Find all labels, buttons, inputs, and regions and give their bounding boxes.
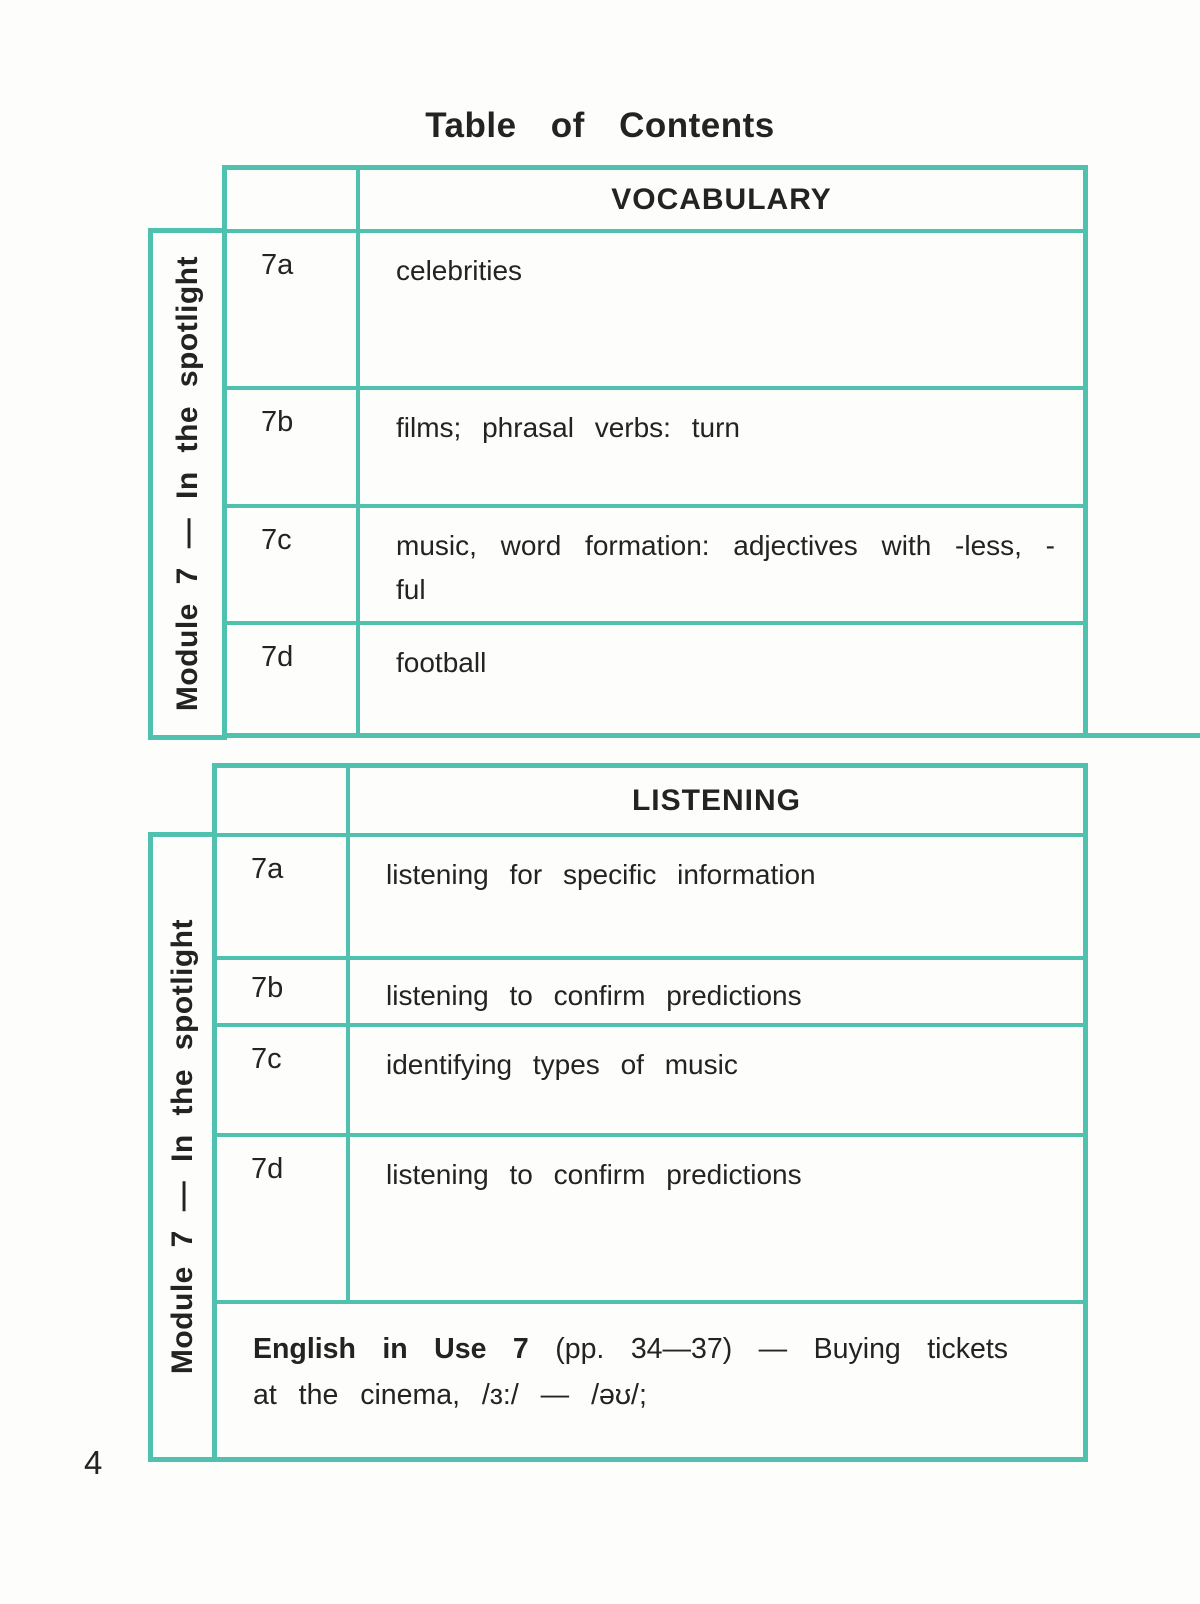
listening-table [212,763,1088,1462]
header-empty-cell [227,170,360,229]
lesson-content-cell [350,960,1083,1023]
lesson-content-text: celebrities [396,255,523,286]
lesson-code: 7d [217,1137,350,1300]
lesson-content-cell [350,1137,1083,1300]
lesson-code: 7a [227,233,360,386]
listening-header: LISTENING [631,783,801,817]
table-row [227,508,1083,625]
page-number: 4 [84,1444,103,1481]
page-title: Table of Contents [425,106,775,145]
lesson-code: 7b [217,960,350,1023]
module-label-text: Module 7 — In the spotlight [165,919,199,1375]
lesson-content-text: identifying types of music [386,1049,738,1080]
lesson-content-text: films; phrasal verbs: turn [396,412,740,443]
lesson-content-text: listening to confirm predictions [386,1159,802,1190]
table-row [227,390,1083,508]
lesson-content-cell [350,1027,1083,1133]
lesson-content-cell [360,625,1083,733]
lesson-content-cell [360,233,1083,386]
vocabulary-table [222,165,1088,738]
lesson-code: 7b [227,390,360,504]
table-row [217,960,1083,1027]
module-label-text: Module 7 — In the spotlight [170,256,204,712]
module-label-box-vocabulary [148,228,227,740]
lesson-content-cell [360,390,1083,504]
table-row [217,1137,1083,1304]
listening-header-row [217,768,1083,837]
lesson-code: 7c [227,508,360,621]
table-edge-line [1086,733,1200,738]
vocabulary-header: VOCABULARY [611,182,832,216]
module-label-box-listening [148,832,217,1462]
table-row [217,837,1083,960]
lesson-content-text: listening for specific information [386,859,816,890]
lesson-code: 7c [217,1027,350,1133]
vocabulary-header-row [227,170,1083,233]
lesson-code: 7d [227,625,360,733]
header-empty-cell [217,768,350,833]
lesson-code: 7a [217,837,350,956]
lesson-content-text: listening to confirm predictions [386,980,802,1011]
table-row [217,1027,1083,1137]
english-in-use-detail: (pp. 34—37) — Buying tickets at the cinema, /ɜ:/ — /əʊ/; [253,1333,1008,1412]
lesson-content-text: football [396,647,487,678]
lesson-content-text: music, word formation: adjectives with -less, -ful [396,530,1055,606]
english-in-use-title: English in Use 7 [253,1333,529,1365]
english-in-use-row [217,1304,1083,1457]
table-row [227,233,1083,390]
english-in-use-text [253,1326,1008,1418]
lesson-content-cell [350,837,1083,956]
lesson-content-cell [360,508,1083,621]
table-row [227,625,1083,733]
